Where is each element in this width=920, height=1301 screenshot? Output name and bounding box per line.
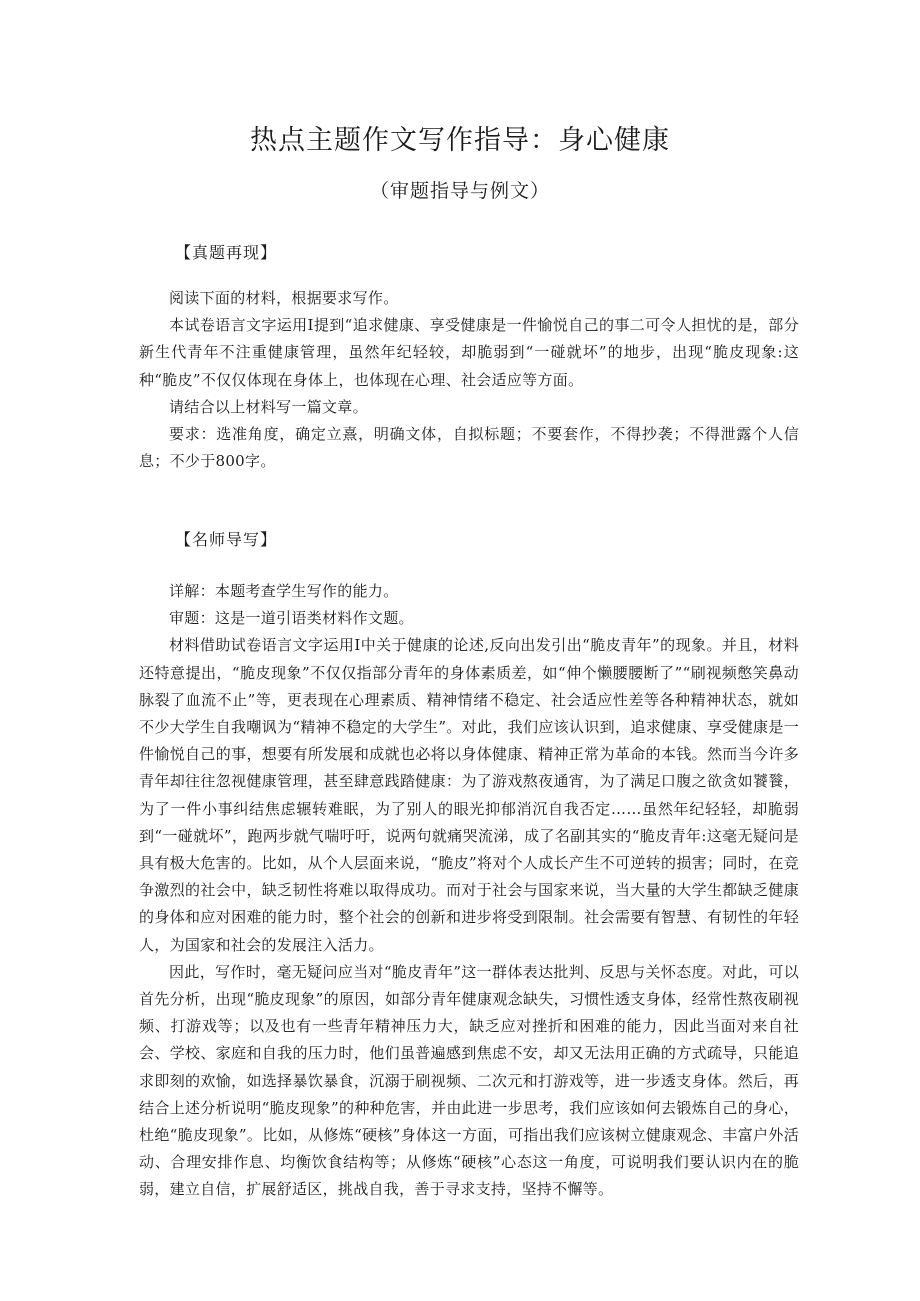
section-heading-exam-question: 【真题再现】 [175,243,278,262]
paragraph: 详解：本题考查学生写作的能力。 [169,582,399,600]
paragraph: 请结合以上材料写一篇文章。 [169,397,368,416]
section-heading-teacher-guidance: 【名师导写】 [175,530,278,549]
document-subtitle: （审题指导与例文） [369,180,550,202]
exam-question-section [139,285,799,475]
paragraph: 要求：选准角度，确定立熹，明确文体，自拟标题；不要套作，不得抄袭；不得泄露个人信息；不少于800字。 [139,425,799,471]
document-title: 热点主题作文写作指导：身心健康 [250,125,670,156]
paragraph: 本试卷语言文字运用Ⅰ提到“追求健康、享受健康是一件愉悦自己的事二可令人担忧的是，部分新生代青年不注重健康管理，虽然年纪轻较，却脆弱到“一碰就坏”的地步，出现“脆皮现象:这种“脆皮”不仅仅体现在身体上，也体现在心理、社会适应等方面。 [139,316,799,389]
paragraph: 材料借助试卷语言文字运用Ⅰ中关于健康的论述,反向出发引出“脆皮青年”的现象。并且，材料还特意提出，“脆皮现象”不仅仅指部分青年的身体素质差，如“伸个懒腰腰断了”“刷视频憋笑鼻动脉裂了血流不止”等，更表现在心理素质、精神情绪不稳定、社会适应性差等各种精神状态，就如不少大学生自我嘲讽为“精神不稳定的大学生”。对此，我们应该认识到，追求健康、享受健康是一件愉悦自己的事，想要有所发展和成就也必将以身体健康、精神正常为革命的本钱。然而当今许多青年却往往忽视健康管理，甚至肆意践踏健康：为了游戏熬夜通宵，为了满足口腹之欲贪如饕餮，为了一件小事纠结焦虑辗转难眠，为了别人的眼光抑郁消沉自我否定……虽然年纪轻轻，却脆弱到“一碰就坏”，跑两步就气喘吁吁，说两句就痛哭流涕，成了名副其实的“脆皮青年:这毫无疑问是具有极大危害的。比如，从个人层面来说，“脆皮”将对个人成长产生不可逆转的损害；同时，在竞争激烈的社会中，缺乏韧性将难以取得成功。而对于社会与国家来说，当大量的大学生都缺乏健康的身体和应对困难的能力时，整个社会的创新和进步将受到限制。社会需要有智慧、有韧性的年轻人，为国家和社会的发展注入活力。 [139,636,799,954]
teacher-guidance-section [139,578,799,1204]
paragraph: 审题：这是一道引语类材料作文题。 [169,609,414,628]
paragraph: 因此，写作时，毫无疑问应当对“脆皮青年”这一群体表达批判、反思与关怀态度。对此，可以首先分析，出现“脆皮现象”的原因，如部分青年健康观念缺失，习惯性透支身体，经常性熬夜刷视频、打游戏等；以及也有一些青年精神压力大，缺乏应对挫折和困难的能力，因此当面对来自社会、学校、家庭和自我的压力时，他们虽普遍感到焦虑不安，却又无法用正确的方式疏导，只能追求即刻的欢愉，如选择暴饮暴食，沉溺于刷视频、二次元和打游戏等，进一步透支身体。然后，再结合上述分析说明“脆皮现象”的种种危害，并由此进一步思考，我们应该如何去锻炼自己的身心，杜绝“脆皮现象”。比如，从修炼“硬核”身体这一方面，可指出我们应该树立健康观念、丰富户外活动、合理安排作息、均衡饮食结构等；从修炼“硬核”心态这一角度，可说明我们要认识内在的脆弱，建立自信，扩展舒适区，挑战自我，善于寻求支持，坚持不懈等。 [139,962,799,1199]
paragraph: 阅读下面的材料，根据要求写作。 [169,289,399,307]
